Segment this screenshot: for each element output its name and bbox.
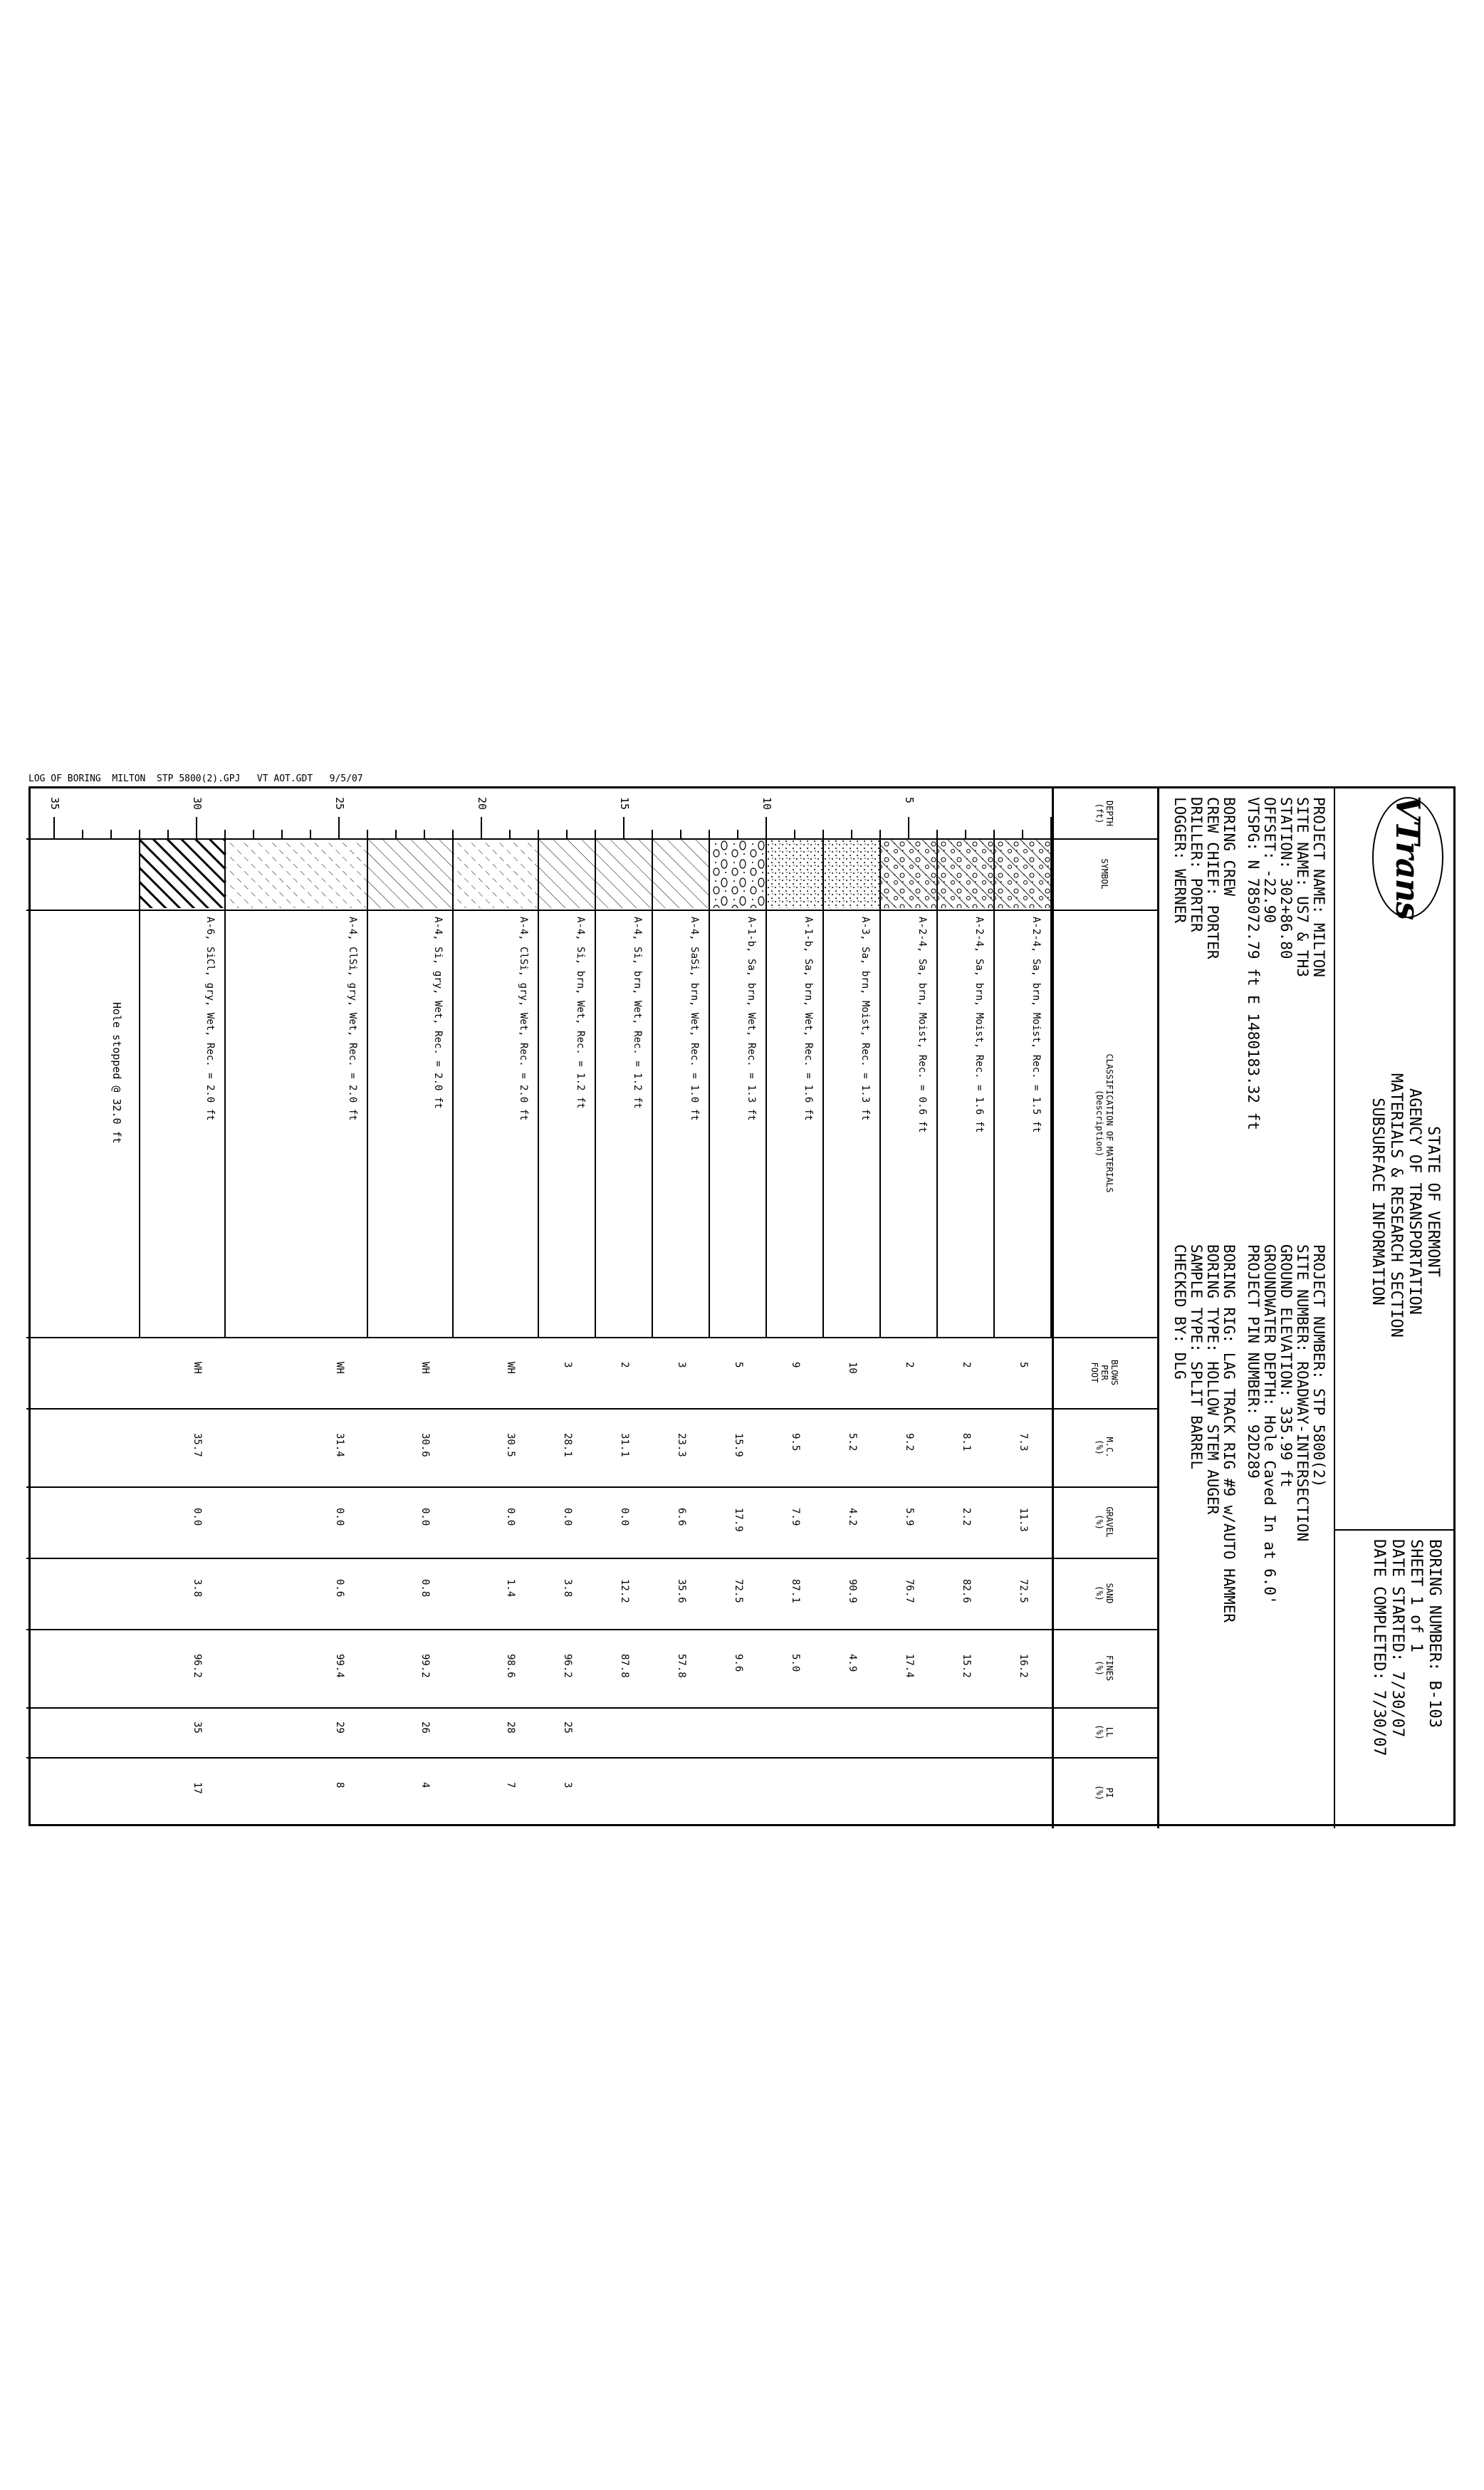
sand-value: 3.8 bbox=[562, 1579, 573, 1598]
gravel-value: 0.0 bbox=[334, 1508, 345, 1526]
depth-tick bbox=[1022, 830, 1023, 838]
blows-value: WH bbox=[419, 1362, 431, 1374]
fines-value: 9.6 bbox=[733, 1654, 744, 1672]
blows-value: 5 bbox=[1018, 1362, 1029, 1368]
layer-boundary bbox=[224, 838, 226, 1337]
depth-tick bbox=[566, 830, 568, 838]
fines-value: 96.2 bbox=[562, 1654, 573, 1678]
sample-type: SAMPLE TYPE: SPLIT BARREL bbox=[1188, 1244, 1205, 1470]
blows-value: 2 bbox=[961, 1362, 972, 1368]
depth-tick bbox=[338, 817, 340, 838]
logo-text: VTrans bbox=[1389, 796, 1427, 920]
sand-value: 72.5 bbox=[1018, 1579, 1029, 1603]
gravel-value: 0.0 bbox=[562, 1508, 573, 1526]
project-name: PROJECT NAME: MILTON bbox=[1310, 797, 1327, 977]
depth-label: 35 bbox=[48, 797, 61, 811]
depth-tick bbox=[167, 830, 169, 838]
layer-boundary bbox=[709, 838, 710, 1337]
mc-value: 5.2 bbox=[847, 1433, 858, 1452]
ll-value: 28 bbox=[505, 1721, 516, 1734]
depth-tick bbox=[481, 817, 482, 838]
gravel-value: 0.0 bbox=[619, 1508, 630, 1526]
mc-value: 9.5 bbox=[790, 1433, 801, 1452]
header-pi: PI (%) bbox=[1094, 1785, 1114, 1801]
soil-symbol bbox=[596, 840, 653, 908]
depth-tick bbox=[509, 830, 511, 838]
rig-info bbox=[1171, 1244, 1237, 1622]
ll-value: 25 bbox=[562, 1721, 573, 1734]
footer-file-info: LOG OF BORING MILTON STP 5800(2).GPJ VT AOT.GDT 9/5/07 bbox=[28, 773, 363, 784]
depth-tick bbox=[82, 830, 83, 838]
depth-label: 15 bbox=[618, 797, 631, 811]
header-mc: M.C. (%) bbox=[1094, 1437, 1114, 1458]
blows-value: WH bbox=[192, 1362, 203, 1374]
mc-value: 28.1 bbox=[562, 1433, 573, 1457]
groundwater-depth: GROUNDWATER DEPTH: Hole Caved In at 6.0' bbox=[1261, 1244, 1278, 1605]
agency-line: AGENCY OF TRANSPORTATION bbox=[1406, 1088, 1423, 1315]
mc-value: 30.6 bbox=[419, 1433, 431, 1457]
fines-value: 57.8 bbox=[676, 1654, 687, 1678]
pi-value: 17 bbox=[192, 1782, 203, 1794]
blows-value: 2 bbox=[904, 1362, 915, 1368]
sand-value: 0.6 bbox=[334, 1579, 345, 1598]
depth-tick bbox=[395, 830, 397, 838]
offset: OFFSET: -22.90 bbox=[1261, 797, 1278, 924]
blows-value: 9 bbox=[790, 1362, 801, 1368]
header-fines: FINES (%) bbox=[1094, 1655, 1114, 1682]
hole-stopped-note: Hole stopped @ 32.0 ft bbox=[110, 1002, 123, 1144]
station: STATION: 302+86.80 bbox=[1277, 797, 1295, 959]
layer-description: A-4, ClSi, gry, Wet, Rec. = 2.0 ft bbox=[518, 917, 529, 1121]
date-started: DATE STARTED: 7/30/07 bbox=[1389, 1539, 1406, 1738]
layer-boundary bbox=[1050, 838, 1052, 1337]
depth-tick bbox=[424, 830, 425, 838]
boring-number: BORING NUMBER: B-103 bbox=[1426, 1539, 1443, 1728]
agency-title bbox=[1368, 1073, 1442, 1338]
depth-tick bbox=[680, 830, 681, 838]
pi-value: 7 bbox=[505, 1782, 516, 1788]
project-pin: PROJECT PIN NUMBER: 92D289 bbox=[1245, 1244, 1262, 1479]
header-ll: LL (%) bbox=[1094, 1724, 1114, 1740]
depth-tick bbox=[623, 817, 625, 838]
depth-tick bbox=[652, 830, 653, 838]
pi-value: 4 bbox=[419, 1782, 431, 1788]
layer-description: A-2-4, Sa, brn, Moist, Rec. = 1.5 ft bbox=[1030, 917, 1042, 1133]
soil-symbol bbox=[539, 840, 596, 908]
layer-boundary bbox=[936, 838, 938, 1337]
sand-value: 0.8 bbox=[419, 1579, 431, 1598]
mc-value: 30.5 bbox=[505, 1433, 516, 1457]
sand-value: 82.6 bbox=[961, 1579, 972, 1603]
layer-boundary bbox=[538, 838, 539, 1337]
depth-tick bbox=[879, 830, 881, 838]
blows-value: 10 bbox=[847, 1362, 858, 1374]
depth-label: 25 bbox=[333, 797, 346, 811]
depth-label: 10 bbox=[761, 797, 773, 811]
project-number-info bbox=[1245, 1244, 1327, 1605]
ll-value: 26 bbox=[419, 1721, 431, 1734]
site-name: SITE NAME: US7 & TH3 bbox=[1294, 797, 1311, 977]
gravel-value: 11.3 bbox=[1018, 1508, 1029, 1532]
layer-description: A-6, SiCl, gry, Wet, Rec. = 2.0 ft bbox=[204, 917, 216, 1121]
layer-boundary bbox=[652, 838, 653, 1337]
sand-value: 90.9 bbox=[847, 1579, 858, 1603]
fines-value: 96.2 bbox=[192, 1654, 203, 1678]
depth-tick bbox=[53, 817, 55, 838]
checked-by: CHECKED BY: DLG bbox=[1171, 1244, 1188, 1380]
mc-value: 7.3 bbox=[1018, 1433, 1029, 1452]
boring-number-box bbox=[1334, 1529, 1453, 1828]
soil-symbol bbox=[653, 840, 710, 908]
soil-symbol bbox=[368, 840, 454, 908]
layer-description: A-2-4, Sa, brn, Moist, Rec. = 0.6 ft bbox=[916, 917, 928, 1133]
layer-boundary bbox=[139, 838, 140, 1337]
header-top-band bbox=[1334, 788, 1453, 1828]
depth-tick bbox=[196, 817, 197, 838]
mc-value: 31.4 bbox=[334, 1433, 345, 1457]
layer-boundary bbox=[993, 838, 995, 1337]
depth-label: 20 bbox=[476, 797, 488, 811]
log-header bbox=[1157, 788, 1453, 1828]
layer-boundary bbox=[879, 838, 881, 1337]
soil-symbol bbox=[881, 840, 938, 908]
ground-elevation: GROUND ELEVATION: 335.99 ft bbox=[1277, 1244, 1295, 1488]
boring-rig: BORING RIG: LAG TRACK RIG #9 w/AUTO HAMMER bbox=[1221, 1244, 1238, 1623]
fines-value: 17.4 bbox=[904, 1654, 915, 1678]
depth-tick bbox=[253, 830, 254, 838]
gravel-value: 5.9 bbox=[904, 1508, 915, 1526]
depth-tick bbox=[224, 830, 226, 838]
depth-tick bbox=[452, 830, 454, 838]
ll-value: 29 bbox=[334, 1721, 345, 1734]
soil-symbol bbox=[995, 840, 1052, 908]
blows-value: 5 bbox=[733, 1362, 744, 1368]
fines-value: 16.2 bbox=[1018, 1654, 1029, 1678]
project-number: PROJECT NUMBER: STP 5800(2) bbox=[1310, 1244, 1327, 1488]
depth-tick bbox=[965, 830, 966, 838]
gravel-value: 2.2 bbox=[961, 1508, 972, 1526]
mc-value: 35.7 bbox=[192, 1433, 203, 1457]
fines-value: 5.0 bbox=[790, 1654, 801, 1672]
header-blows: BLOWS PER FOOT bbox=[1090, 1359, 1119, 1386]
mc-value: 23.3 bbox=[676, 1433, 687, 1457]
sand-value: 35.6 bbox=[676, 1579, 687, 1603]
boring-type: BORING TYPE: HOLLOW STEM AUGER bbox=[1204, 1244, 1221, 1515]
depth-tick bbox=[281, 830, 283, 838]
gravel-value: 0.0 bbox=[419, 1508, 431, 1526]
pi-value: 8 bbox=[334, 1782, 345, 1788]
soil-symbol bbox=[140, 840, 226, 908]
sand-value: 76.7 bbox=[904, 1579, 915, 1603]
fines-value: 98.6 bbox=[505, 1654, 516, 1678]
layer-boundary bbox=[595, 838, 596, 1337]
gravel-value: 7.9 bbox=[790, 1508, 801, 1526]
depth-tick bbox=[765, 817, 767, 838]
col-divider bbox=[26, 910, 1157, 911]
vtspg: VTSPG: N 785072.79 ft E 1480183.32 ft bbox=[1245, 797, 1262, 1130]
depth-tick bbox=[822, 830, 824, 838]
mc-value: 31.1 bbox=[619, 1433, 630, 1457]
depth-tick bbox=[993, 830, 995, 838]
gravel-value: 0.0 bbox=[192, 1508, 203, 1526]
mc-value: 15.9 bbox=[733, 1433, 744, 1457]
boring-crew: BORING CREW bbox=[1221, 797, 1238, 897]
pi-value: 3 bbox=[562, 1782, 573, 1788]
layer-description: A-4, Si, brn, Wet, Rec. = 1.2 ft bbox=[632, 917, 643, 1109]
layer-boundary bbox=[452, 838, 454, 1337]
col-divider bbox=[26, 1558, 1157, 1559]
depth-tick bbox=[737, 830, 738, 838]
col-divider bbox=[26, 1408, 1157, 1410]
sand-value: 1.4 bbox=[505, 1579, 516, 1598]
depth-tick bbox=[595, 830, 596, 838]
fines-value: 99.2 bbox=[419, 1654, 431, 1678]
layer-description: A-4, Si, brn, Wet, Rec. = 1.2 ft bbox=[575, 917, 586, 1109]
layer-description: A-4, Si, gry, Wet, Rec. = 2.0 ft bbox=[432, 917, 444, 1109]
depth-tick bbox=[367, 830, 368, 838]
soil-symbol bbox=[710, 840, 767, 908]
layer-description: A-1-b, Sa, brn, Wet, Rec. = 1.6 ft bbox=[803, 917, 814, 1121]
layer-description: A-4, ClSi, gry, Wet, Rec. = 2.0 ft bbox=[347, 917, 358, 1121]
sheet-number: SHEET 1 of 1 bbox=[1407, 1539, 1425, 1652]
depth-tick bbox=[1050, 817, 1052, 838]
depth-tick bbox=[851, 830, 852, 838]
site-number: SITE NUMBER: ROADWAY-INTERSECTION bbox=[1294, 1244, 1311, 1542]
driller: DRILLER: PORTER bbox=[1188, 797, 1205, 932]
header-symbol: SYMBOL bbox=[1099, 858, 1109, 890]
agency-line: SUBSURFACE INFORMATION bbox=[1369, 1098, 1386, 1306]
soil-symbol bbox=[767, 840, 824, 908]
depth-tick bbox=[139, 830, 140, 838]
soil-symbol bbox=[454, 840, 539, 908]
project-info bbox=[1245, 797, 1327, 1130]
layer-boundary bbox=[765, 838, 767, 1337]
logger: LOGGER: WERNER bbox=[1171, 797, 1188, 924]
crew-info bbox=[1171, 797, 1237, 959]
header-classification: CLASSIFICATION OF MATERIALS (Description) bbox=[1094, 1053, 1114, 1193]
layer-description: A-2-4, Sa, brn, Moist, Rec. = 1.6 ft bbox=[973, 917, 985, 1133]
fines-value: 4.9 bbox=[847, 1654, 858, 1672]
fines-value: 99.4 bbox=[334, 1654, 345, 1678]
layer-description: A-3, Sa, brn, Moist, Rec. = 1.3 ft bbox=[859, 917, 871, 1121]
sand-value: 87.1 bbox=[790, 1579, 801, 1603]
gravel-value: 4.2 bbox=[847, 1508, 858, 1526]
blows-value: WH bbox=[505, 1362, 516, 1374]
sand-value: 3.8 bbox=[192, 1579, 203, 1598]
header-gravel: GRAVEL (%) bbox=[1094, 1506, 1114, 1538]
layer-boundary bbox=[822, 838, 824, 1337]
blows-value: WH bbox=[334, 1362, 345, 1374]
vtrans-logo bbox=[1372, 797, 1443, 918]
fines-value: 87.8 bbox=[619, 1654, 630, 1678]
agency-line: MATERIALS & RESEARCH SECTION bbox=[1387, 1073, 1405, 1338]
boring-log-sheet bbox=[28, 786, 1456, 1826]
layer-boundary bbox=[367, 838, 368, 1337]
gravel-value: 6.6 bbox=[676, 1508, 687, 1526]
header-sand: SAND (%) bbox=[1094, 1583, 1114, 1604]
col-divider bbox=[26, 1757, 1157, 1759]
ll-value: 35 bbox=[192, 1721, 203, 1734]
blows-value: 3 bbox=[676, 1362, 687, 1368]
depth-tick bbox=[110, 830, 112, 838]
col-divider bbox=[26, 1629, 1157, 1630]
mc-value: 8.1 bbox=[961, 1433, 972, 1452]
agency-line: STATE OF VERMONT bbox=[1424, 1126, 1442, 1277]
depth-tick bbox=[936, 830, 938, 838]
depth-tick bbox=[794, 830, 795, 838]
blows-value: 2 bbox=[619, 1362, 630, 1368]
blows-value: 3 bbox=[562, 1362, 573, 1368]
boring-log-rotated bbox=[28, 786, 1456, 1826]
fines-value: 15.2 bbox=[961, 1654, 972, 1678]
sand-value: 12.2 bbox=[619, 1579, 630, 1603]
depth-tick bbox=[310, 830, 311, 838]
gravel-value: 0.0 bbox=[505, 1508, 516, 1526]
soil-symbol bbox=[938, 840, 995, 908]
soil-symbol bbox=[824, 840, 881, 908]
col-divider bbox=[26, 1707, 1157, 1709]
depth-label: 5 bbox=[903, 797, 916, 804]
gravel-value: 17.9 bbox=[733, 1508, 744, 1532]
depth-tick bbox=[908, 817, 909, 838]
col-divider bbox=[26, 1337, 1157, 1338]
mc-value: 9.2 bbox=[904, 1433, 915, 1452]
layer-description: A-4, SaSi, brn, Wet, Rec. = 1.0 ft bbox=[689, 917, 700, 1121]
depth-tick bbox=[709, 830, 710, 838]
depth-label: 30 bbox=[191, 797, 204, 811]
depth-tick bbox=[538, 830, 539, 838]
soil-symbol bbox=[226, 840, 368, 908]
crew-chief: CREW CHIEF: PORTER bbox=[1204, 797, 1221, 959]
date-completed: DATE COMPLETED: 7/30/07 bbox=[1370, 1539, 1388, 1756]
sand-value: 72.5 bbox=[733, 1579, 744, 1603]
column-headers bbox=[1052, 788, 1157, 1828]
col-divider bbox=[26, 1486, 1157, 1488]
layer-description: A-1-b, Sa, brn, Wet, Rec. = 1.3 ft bbox=[746, 917, 757, 1121]
header-depth: DEPTH (ft) bbox=[1094, 800, 1114, 827]
